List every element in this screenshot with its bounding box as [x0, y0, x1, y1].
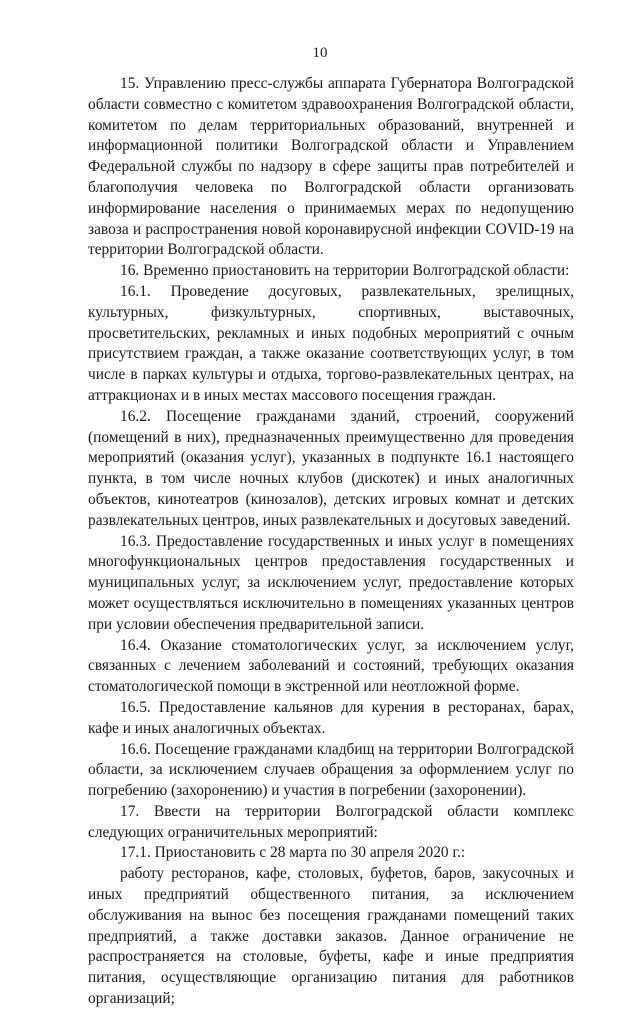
- paragraph-16-4: 16.4. Оказание стоматологических услуг, за исключением услуг, связанных с лечением заболеваний и состояний, требующих оказания стоматологической помощи в экстренной или неотложной форме.: [88, 636, 574, 696]
- document-body: [88, 74, 574, 1010]
- paragraph-15: 15. Управлению пресс-службы аппарата Губернатора Волгоградской области совместно с комитетом здравоохранения Волгоградской области, комитетом по делам территориальных образований, внутренней и информационной политики Волгоградской области и Управлением Федеральной службы по надзору в сфере защиты прав потребителей и благополучия человека по Волгоградской области организовать информирование населения о принимаемых мерах по недопущению завоза и распространения новой коронавирусной инфекции COVID-19 на территории Волгоградской области.: [88, 75, 574, 259]
- paragraph-16-6: 16.6. Посещение гражданами кладбищ на территории Волгоградской области, за исключением случаев обращения за оформлением услуг по погребению (захоронению) и участия в погребении (захоронении).: [88, 740, 574, 800]
- page-number: 10: [312, 45, 328, 61]
- paragraph-17-1-text: работу ресторанов, кафе, столовых, буфетов, баров, закусочных и иных предприятий общественного питания, за исключением обслуживания на вынос без посещения гражданами помещений таких предприятий, а также доставки заказов. Данное ограничение не распространяется на столовые, буфеты, кафе и иные предприятия питания, осуществляющие организацию питания для работников организаций;: [88, 865, 574, 1008]
- paragraph-16-2: 16.2. Посещение гражданами зданий, строений, сооружений (помещений в них), предназначенных преимущественно для проведения мероприятий (оказания услуг), указанных в подпункте 16.1 настоящего пункта, в том числе ночных клубов (дискотек) и иных аналогичных объектов, кинотеатров (кинозалов), детских игровых комнат и детских развлекательных центров, иных развлекательных и досуговых заведений.: [88, 407, 574, 529]
- paragraph-17: 17. Ввести на территории Волгоградской области комплекс следующих ограничительных мероприятий:: [88, 802, 574, 841]
- paragraph-16-5: 16.5. Предоставление кальянов для курения в ресторанах, барах, кафе и иных аналогичных объектах.: [88, 698, 574, 737]
- paragraph-17-1: 17.1. Приостановить с 28 марта по 30 апреля 2020 г.:: [120, 844, 466, 862]
- paragraph-16-1: 16.1. Проведение досуговых, развлекательных, зрелищных, культурных, физкультурных, спортивных, выставочных, просветительских, рекламных и иных подобных мероприятий с очным присутствием граждан, а также оказание соответствующих услуг, в том числе в парках культуры и отдыха, торгово-развлекательных центрах, на аттракционах и в иных местах массового посещения граждан.: [88, 282, 574, 404]
- paragraph-16: 16. Временно приостановить на территории Волгоградской области:: [120, 262, 570, 280]
- paragraph-16-3: 16.3. Предоставление государственных и иных услуг в помещениях многофункциональных центров предоставления государственных и муниципальных услуг, за исключением услуг, предоставление которых может осуществляться исключительно в помещениях указанных центров при условии обеспечения предварительной записи.: [88, 532, 574, 633]
